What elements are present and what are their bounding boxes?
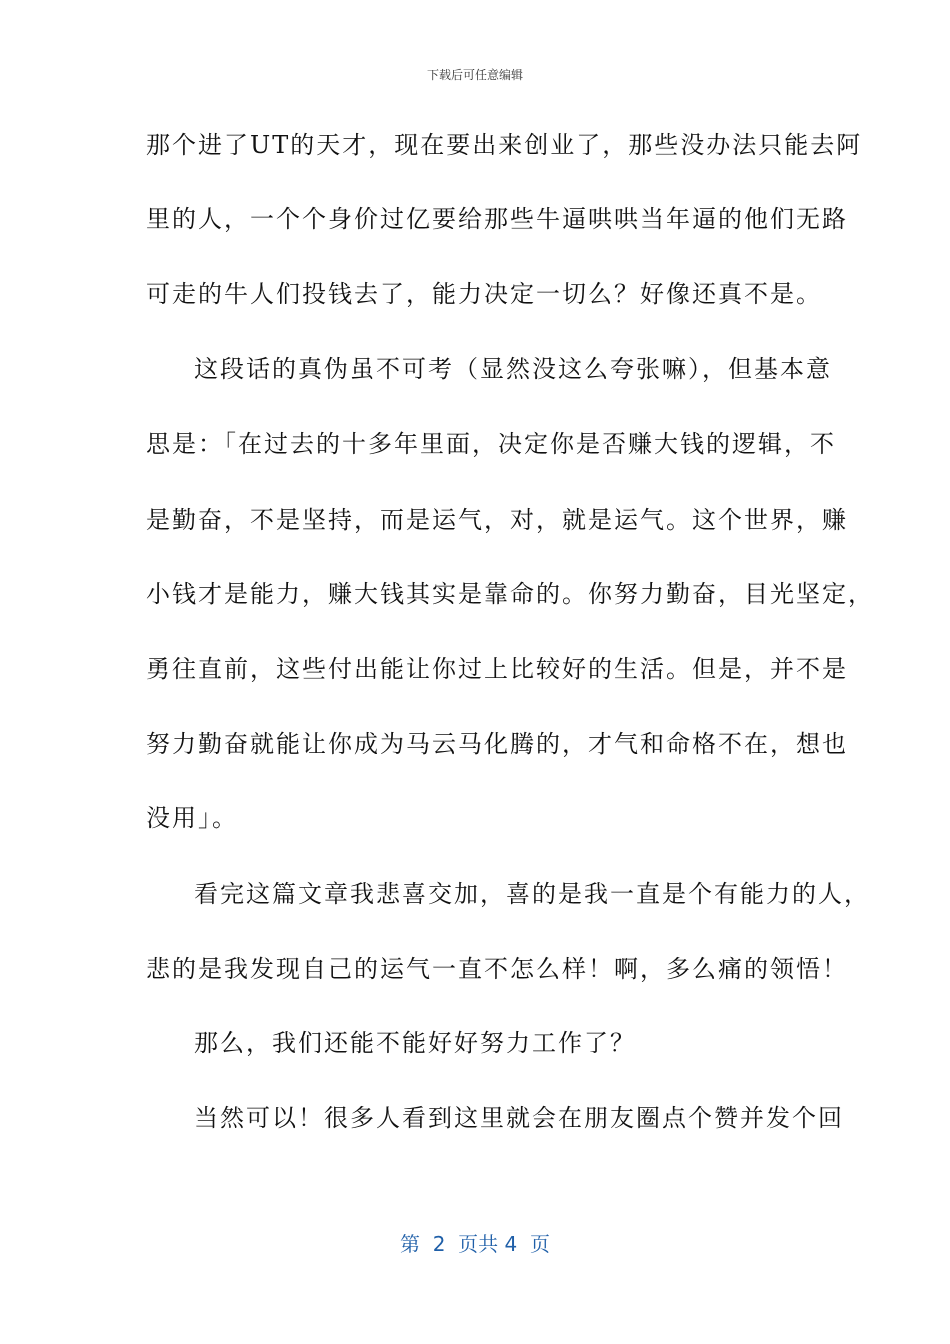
text-line: 是勤奋，不是坚持，而是运气，对，就是运气。这个世界，赚 [146,506,848,534]
paragraph-first-line: 当然可以！很多人看到这里就会在朋友圈点个赞并发个回 [194,1104,844,1132]
header-note: 下载后可任意编辑 [426,68,523,82]
text-line: 勇往直前，这些付出能让你过上比较好的生活。但是，并不是 [146,655,848,683]
text-line: 里的人，一个个身价过亿要给那些牛逼哄哄当年逼的他们无路 [146,205,848,233]
page-number-footer: 第 2 页共 4 页 [400,1232,550,1256]
text-line: 可走的牛人们投钱去了，能力决定一切么？好像还真不是。 [146,280,822,308]
text-line: 小钱才是能力，赚大钱其实是靠命的。你努力勤奋，目光坚定， [146,580,874,608]
paragraph-first-line: 那么，我们还能不能好好努力工作了？ [194,1029,636,1057]
text-line: 思是：「在过去的十多年里面，决定你是否赚大钱的逻辑，不 [146,430,836,458]
text-line: 没用」。 [146,804,238,832]
text-line: 那个进了UT的天才，现在要出来创业了，那些没办法只能去阿 [146,131,863,159]
text-line: 努力勤奋就能让你成为马云马化腾的，才气和命格不在，想也 [146,730,848,758]
paragraph-first-line: 看完这篇文章我悲喜交加，喜的是我一直是个有能力的人， [194,880,870,908]
text-line: 悲的是我发现自己的运气一直不怎么样！啊，多么痛的领悟！ [146,955,848,983]
paragraph-first-line: 这段话的真伪虽不可考（显然没这么夸张嘛），但基本意 [194,355,832,383]
